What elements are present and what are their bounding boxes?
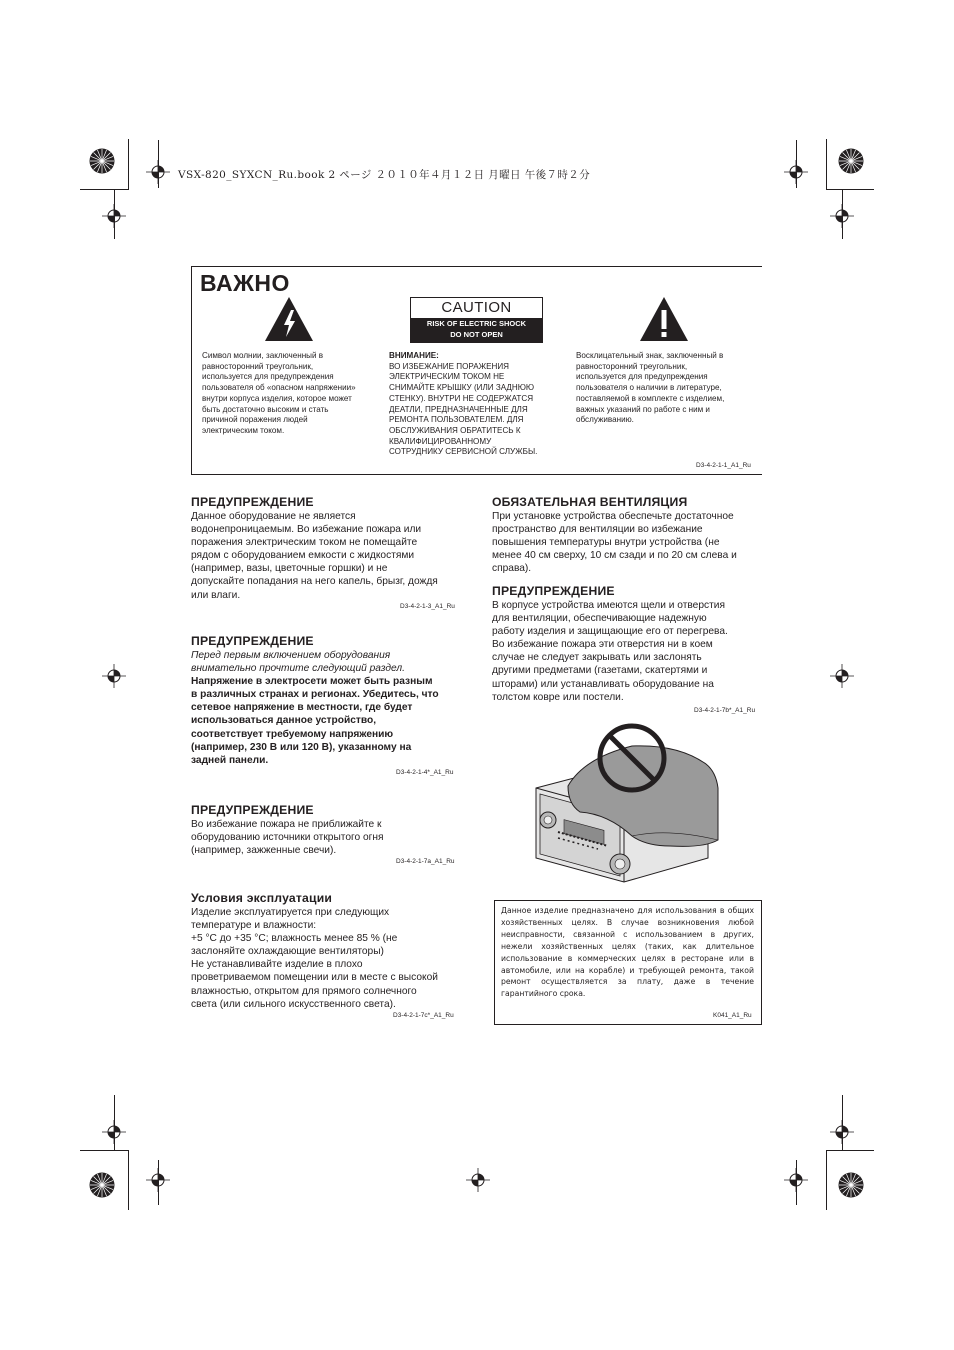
- caution-label-sub: [411, 318, 542, 342]
- registration-mark-icon: [102, 1120, 126, 1144]
- warning-water-text: Данное оборудование не является водонепроницаемым. Во избежание пожара или поражения электрическим током не помещайте рядом с оборудованием емкости с жидкостями (например, вазы, цветочные горшки) и не допускайте попадания на него капель, брызг, дождя или влаги.: [191, 511, 438, 601]
- caution-description-heading: ВНИМАНИЕ:: [389, 351, 439, 360]
- registration-mark-icon: [784, 1168, 808, 1192]
- warning-openings-code: D3-4-2-1-7b*_A1_Ru: [694, 707, 756, 714]
- household-use-notice-code: K041_A1_Ru: [713, 1012, 752, 1019]
- caution-description: ВНИМАНИЕ: ВО ИЗБЕЖАНИЕ ПОРАЖЕНИЯ ЭЛЕКТРИЧЕСКИМ ТОКОМ НЕ СНИМАЙТЕ КРЫШКУ (ИЛИ ЗАДНЮЮ СТЕНКУ). ВНУТРИ НЕ СОДЕРЖАТСЯ ДЕАТЛИ, ПРЕДНАЗНАЧЕННЫЕ ДЛЯ РЕМОНТА ПОЛЬЗОВАТЕЛЕМ. ДЛЯ ОБСЛУЖИВАНИЯ ОБРАТИТЕСЬ К КВАЛИФИЦИРОВАННОМУ СОТРУДНИКУ СЕРВИСНОЙ СЛУЖБЫ.: [389, 351, 564, 458]
- registration-mark-icon: [146, 1168, 170, 1192]
- covered-receiver-illustration: [528, 718, 740, 884]
- warning-fire-text: Во избежание пожара не приближайте к оборудованию источники открытого огня (например, зажженные свечи).: [191, 819, 384, 857]
- lightning-symbol-description: Символ молнии, заключенный в равносторонний треугольник, используется для предупреждения пользователя об «опасном напряжении» внутри корпуса изделия, которое может быть достаточно высоким и стать причиной поражения людей электрическим током.: [202, 351, 356, 435]
- warning-openings-heading: ПРЕДУПРЕЖДЕНИЕ: [492, 584, 615, 598]
- book-header: VSX-820_SYXCN_Ru.book 2 ページ ２０１０年４月１２日 月曜日 午後７時２分: [178, 169, 591, 181]
- operating-conditions-heading: Условия эксплуатации: [191, 891, 333, 905]
- ventilation-text: При установке устройства обеспечьте достаточное пространство для вентиляции во избежание повышения температуры внутри устройства (не менее 40 см сверху, 10 см сзади и по 20 см слева и справа).: [492, 511, 737, 575]
- warning-fire-code: D3-4-2-1-7a_A1_Ru: [396, 858, 455, 865]
- registration-mark-icon: [146, 160, 170, 184]
- warning-water-code: D3-4-2-1-3_A1_Ru: [400, 603, 455, 610]
- color-target-icon: [838, 148, 864, 174]
- color-target-icon: [838, 1172, 864, 1198]
- operating-conditions-text: Изделие эксплуатируется при следующих температуре и влажности: +5 °C до +35 °C; влажность менее 85 % (не заслоняйте охлаждающие вентиляторы) Не устанавливайте изделие в плохо проветриваемом помещении или в месте с высокой влажностью, открытом для прямого солнечного света (или сильного искусственного света).: [191, 907, 438, 1010]
- important-code: D3-4-2-1-1_A1_Ru: [696, 462, 751, 469]
- registration-mark-icon: [102, 664, 126, 688]
- caution-label-line2: DO NOT OPEN: [450, 329, 503, 339]
- registration-mark-icon: [102, 204, 126, 228]
- warning-fire-heading: ПРЕДУПРЕЖДЕНИЕ: [191, 803, 314, 817]
- important-title: ВАЖНО: [200, 270, 290, 296]
- warning-water-heading: ПРЕДУПРЕЖДЕНИЕ: [191, 495, 314, 509]
- caution-label: [410, 297, 543, 343]
- warning-voltage-heading: ПРЕДУПРЕЖДЕНИЕ: [191, 634, 314, 648]
- color-target-icon: [89, 1172, 115, 1198]
- registration-mark-icon: [830, 1120, 854, 1144]
- operating-conditions-code: D3-4-2-1-7c*_A1_Ru: [393, 1012, 454, 1019]
- registration-mark-icon: [784, 160, 808, 184]
- caution-label-line1: RISK OF ELECTRIC SHOCK: [426, 319, 527, 328]
- color-target-icon: [89, 148, 115, 174]
- registration-mark-icon: [830, 664, 854, 688]
- exclamation-symbol-description: Восклицательный знак, заключенный в равносторонний треугольник, используется для предупреждения пользователя о наличии в литературе, поставляемой в комплекте с изделием, важных указаний по работе с ним и обслуживанию.: [576, 351, 725, 425]
- exclamation-warning-icon: [639, 296, 689, 342]
- registration-mark-icon: [830, 204, 854, 228]
- warning-voltage-text: Перед первым включением оборудования внимательно прочтите следующий раздел. Напряжение в электросети может быть разным в различных странах и регионах. Убедитесь, что сетевое напряжение в местности, где будет использоваться данное устройство, соответствует требуемому напряжению (например, 230 В или 120 В), указанному на задней панели.: [191, 650, 439, 766]
- ventilation-heading: ОБЯЗАТЕЛЬНАЯ ВЕНТИЛЯЦИЯ: [492, 495, 688, 509]
- registration-mark-icon: [466, 1168, 490, 1192]
- warning-voltage-code: D3-4-2-1-4*_A1_Ru: [396, 769, 454, 776]
- warning-openings-text: В корпусе устройства имеются щели и отверстия для вентиляции, обеспечивающие надежную работу изделия и защищающие его от перегрева. Во избежание пожара эти отверстия ни в коем случае не следует закрывать или заслонять другими предметами (газетами, скатертями и шторами) или устанавливать оборудование на толстом ковре или постели.: [492, 600, 728, 703]
- household-use-notice-text: Данное изделие предназначено для использования в общих хозяйственных целях. В случае возникновения любой неисправности, связанной с использованием в других, нежели хозяйственных целях (таких, как длительное использование в коммерческих целях в ресторане или в автомобиле, или на корабле) и требующей ремонта, такой ремонт осуществляется за плату, даже в течение гарантийного срока.: [501, 906, 754, 999]
- caution-label-main: CAUTION: [411, 298, 542, 318]
- lightning-warning-icon: [264, 296, 314, 342]
